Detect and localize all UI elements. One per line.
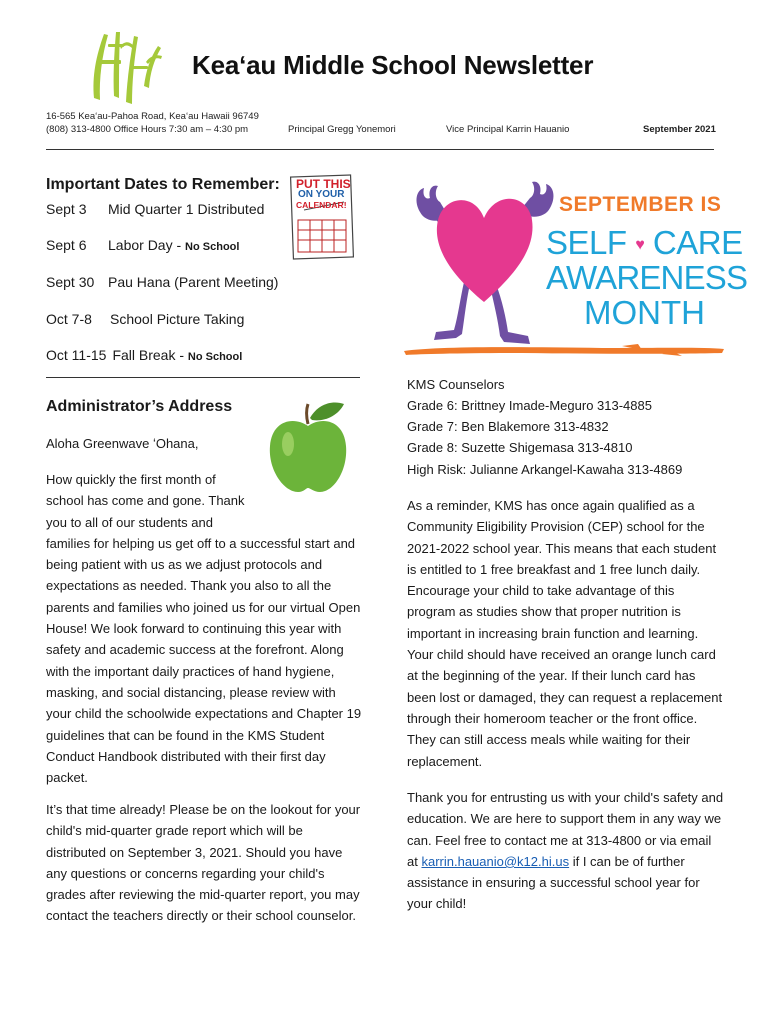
admin-greeting: Aloha Greenwave ʻOhana, — [46, 436, 199, 451]
self-care-line-3: AWARENESS — [546, 259, 748, 296]
date-label: Sept 6 — [46, 237, 87, 253]
counselor-line-3: Grade 8: Suzette Shigemasa 313-4810 — [407, 440, 633, 455]
school-address: 16-565 Keaʻau-Pahoa Road, Keaʻau Hawaii 96749 — [46, 111, 259, 122]
admin-heading: Administrator’s Address — [46, 398, 233, 415]
closing-text-start: Thank you for entrusting us with your child's safety and education. We are here to support them in any way we can. Feel free to contact me at 313-4800 or via email at — [407, 790, 724, 869]
event-label: Labor Day - — [108, 237, 186, 253]
self-care-line-1: SEPTEMBER IS — [559, 193, 722, 216]
closing-paragraph — [407, 787, 725, 915]
admin-paragraph-2: It’s that time already! Please be on the lookout for your child's mid-quarter grade report which will be distributed on September 3, 2021. Should you have any questions or concerns regarding your child's grades after reviewing the mid-quarter report, you may contact the teachers directly or their school counselor. — [46, 802, 361, 924]
date-row-3 — [46, 274, 278, 290]
newsletter-date: September 2021 — [643, 124, 716, 135]
date-row-1 — [46, 201, 264, 217]
event-label: Fall Break - — [112, 347, 188, 363]
date-label: Sept 30 — [46, 274, 95, 290]
care-label: CARE — [652, 224, 743, 261]
event-note: No School — [187, 351, 243, 363]
self-care-line-4: MONTH — [584, 294, 705, 331]
counselor-line-4: High Risk: Julianne Arkangel-Kawaha 313-4869 — [407, 462, 683, 477]
phone-and-hours: (808) 313-4800 Office Hours 7:30 am – 4:30 pm — [46, 124, 249, 135]
date-row-5 — [46, 347, 242, 363]
calendar-line-3: CALENDAR! — [296, 200, 347, 210]
vice-principal-name: Vice Principal Karrin Hauanio — [446, 124, 570, 135]
date-row-4 — [46, 311, 244, 327]
date-row-2 — [46, 237, 239, 253]
event-note: No School — [185, 241, 240, 253]
vice-principal-email-link[interactable]: karrin.hauanio@k12.hi.us — [421, 853, 570, 869]
counselor-line-2: Grade 7: Ben Blakemore 313-4832 — [407, 419, 609, 434]
apple-wrap-spacer — [256, 469, 362, 515]
important-dates-heading: Important Dates to Remember: — [46, 176, 280, 193]
date-label: Sept 3 — [46, 201, 87, 217]
calendar-line-2: ON YOUR — [298, 189, 345, 200]
admin-paragraph-1-text: How quickly the first month of school has come and gone. Thank you to all of our students and families for helping us get off to a successful start and being patient with us as we adjust protocols and expectations as needed. Thank you also to all the parents and families who joined us for our virtual Open House! We look forward to continuing this year with safety and academic success at the forefront. Along with the important daily practices of hand hygiene, masking, and social distancing, please review with your child the schoolwide expectations and Chapter 19 guidelines that can be found in the KMS Student Conduct Handbook distributed with their first day packet. — [46, 472, 362, 786]
heart-icon: ♥ — [635, 236, 645, 254]
date-label: Oct 7-8 — [46, 311, 92, 327]
self-label: SELF — [546, 224, 627, 261]
date-label: Oct 11-15 — [46, 347, 107, 363]
principal-name: Principal Gregg Yonemori — [288, 124, 396, 135]
dates-divider — [46, 377, 360, 378]
event-label: School Picture Taking — [110, 311, 245, 327]
heart-character-icon — [410, 172, 560, 348]
orange-brush-stroke — [402, 342, 726, 358]
self-care-line-2 — [546, 224, 743, 262]
counselors-heading: KMS Counselors — [407, 377, 505, 392]
header-divider — [46, 149, 714, 150]
event-label: Pau Hana (Parent Meeting) — [108, 274, 279, 290]
closing-text-end: if I can be of further assistance in ensuring a successful school year for your child! — [407, 853, 700, 912]
event-label: Mid Quarter 1 Distributed — [108, 201, 265, 217]
cep-paragraph: As a reminder, KMS has once again qualified as a Community Eligibility Provision (CEP) school for the 2021-2022 school year. This means that each student is entitled to 1 free breakfast and 1 free lunch daily. Encourage your child to take advantage of this program as studies show that proper nutrition is important in increasing brain function and learning. Your child should have received an orange lunch card at the beginning of the year. If their lunch card has been lost or damaged, they can request a replacement through their homeroom teacher or the front office. They can still access meals while waiting for their replacement. — [407, 498, 723, 769]
calendar-line-1: PUT THIS — [296, 177, 351, 191]
calendar-graphic — [286, 170, 356, 262]
admin-paragraph-1 — [46, 469, 362, 788]
newsletter-title: Keaʻau Middle School Newsletter — [192, 50, 594, 80]
school-logo — [86, 26, 166, 108]
counselor-line-1: Grade 6: Brittney Imade-Meguro 313-4885 — [407, 398, 652, 413]
